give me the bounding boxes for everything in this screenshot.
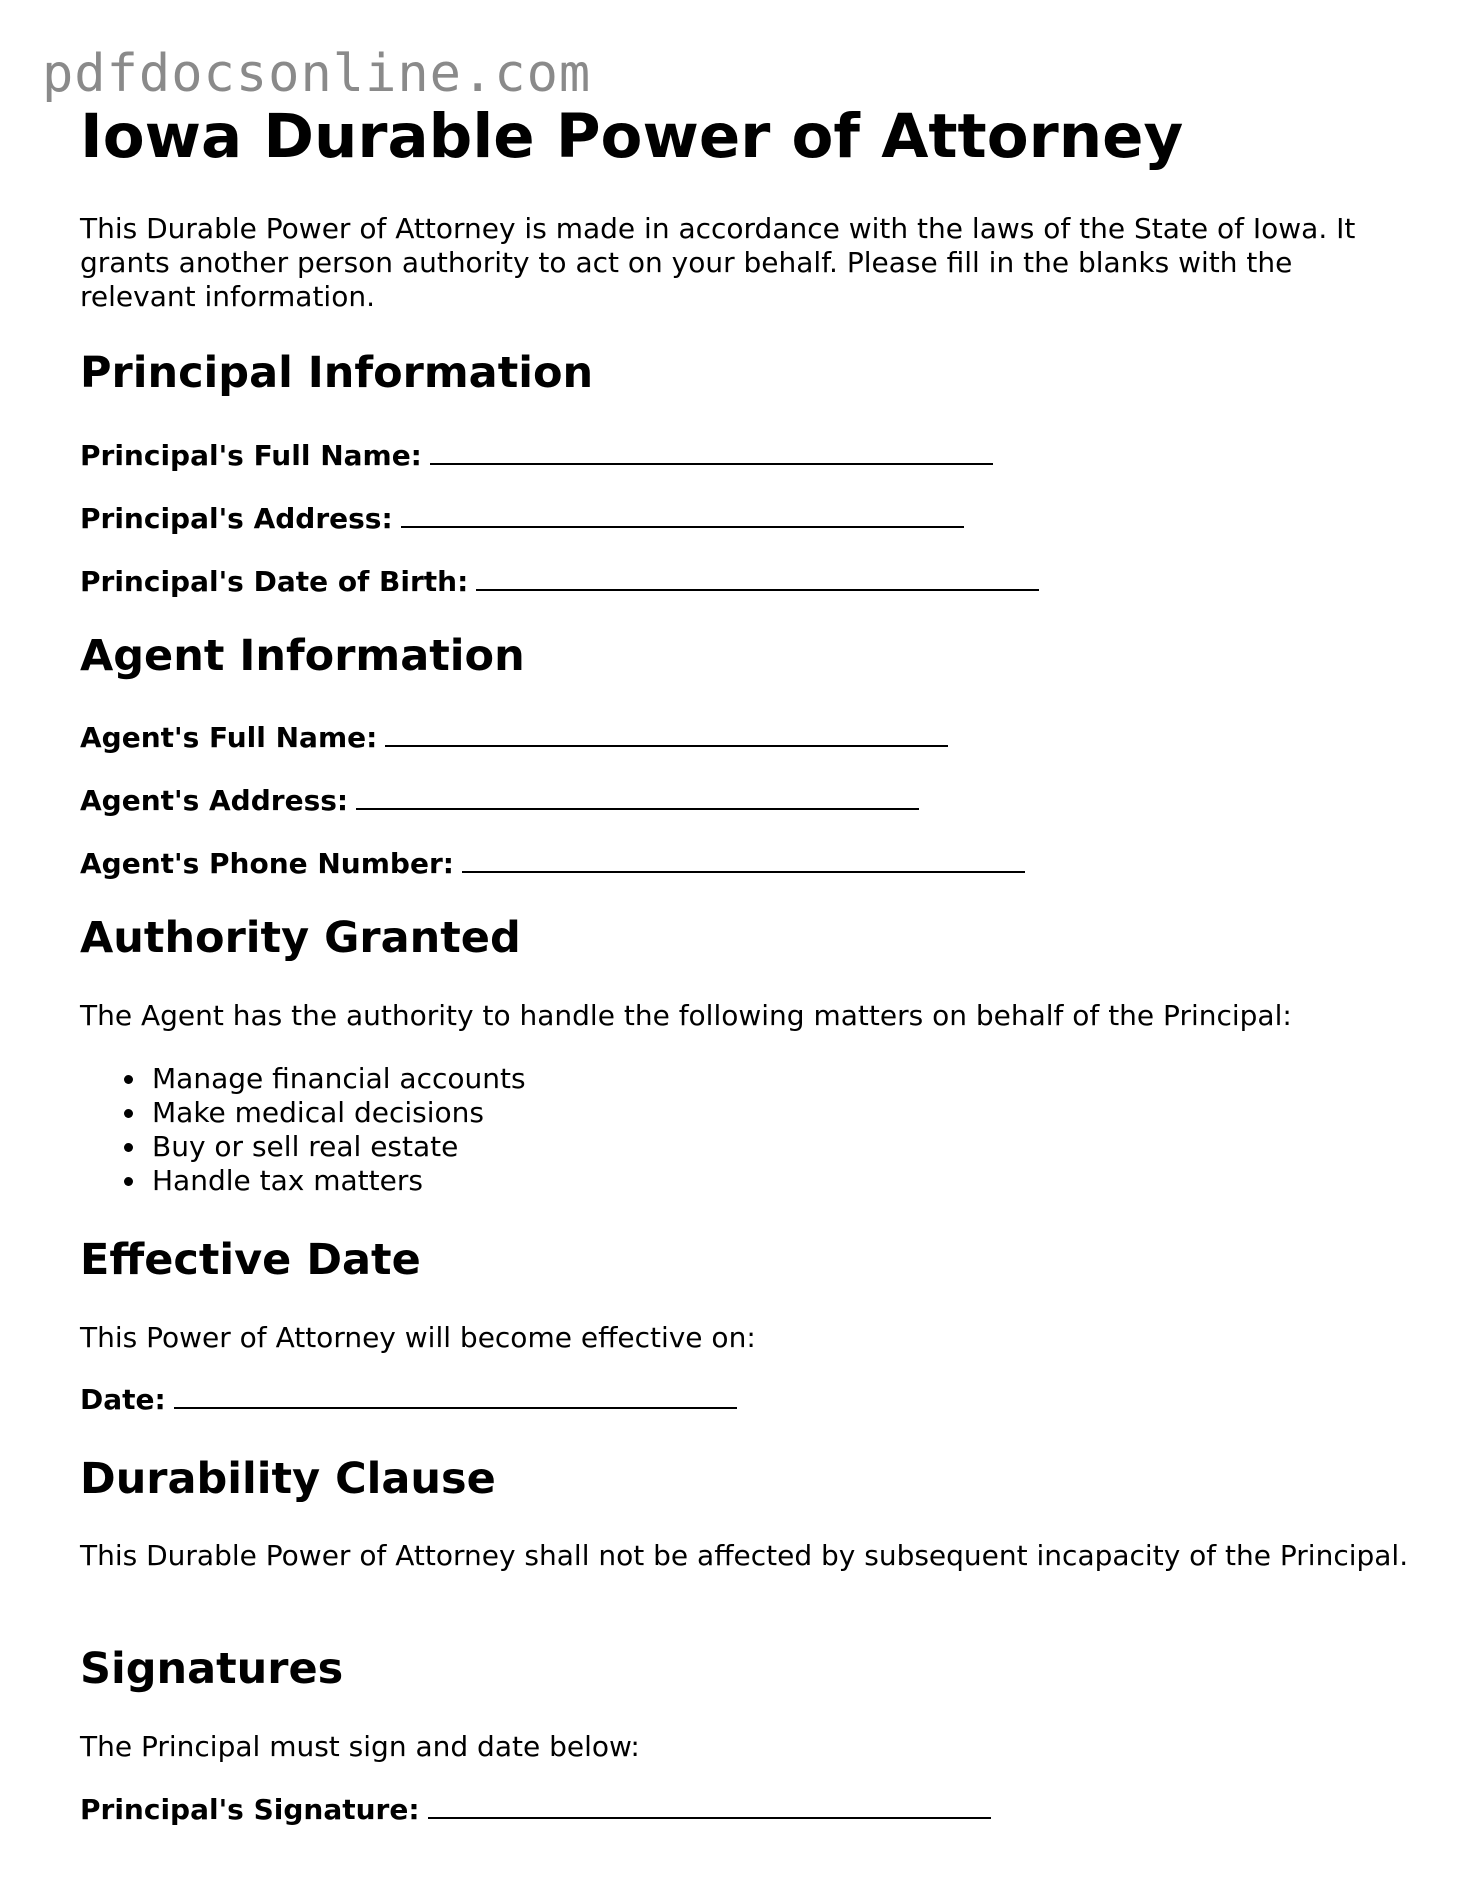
list-item [80, 1130, 526, 1164]
agent-address-blank[interactable] [356, 786, 919, 810]
bullet-icon [124, 1075, 133, 1084]
principal-address-field [80, 504, 964, 533]
effective-date-field [80, 1385, 737, 1414]
bullet-icon [124, 1177, 133, 1186]
principal-dob-label: Principal's Date of Birth: [80, 565, 469, 598]
bullet-icon [124, 1109, 133, 1118]
agent-full-name-label: Agent's Full Name: [80, 721, 378, 754]
list-item-text: Manage financial accounts [152, 1062, 526, 1095]
agent-phone-blank[interactable] [462, 849, 1025, 873]
list-item [80, 1096, 526, 1130]
principal-signature-blank[interactable] [428, 1795, 991, 1819]
document-title: Iowa Durable Power of Attorney [80, 101, 1184, 172]
durability-heading: Durability Clause [80, 1454, 496, 1504]
agent-address-label: Agent's Address: [80, 784, 349, 817]
effective-text: This Power of Attorney will become effective on: [80, 1321, 756, 1354]
principal-signature-label: Principal's Signature: [80, 1793, 420, 1826]
durability-text: This Durable Power of Attorney shall not be affected by subsequent incapacity of the Principal. [80, 1539, 1409, 1572]
principal-dob-field [80, 567, 1039, 596]
authority-list [80, 1062, 526, 1198]
bullet-icon [124, 1143, 133, 1152]
agent-heading: Agent Information [80, 631, 525, 681]
principal-address-blank[interactable] [401, 504, 964, 528]
agent-address-field [80, 786, 919, 815]
principal-full-name-blank[interactable] [430, 441, 993, 465]
signatures-heading: Signatures [80, 1644, 344, 1694]
list-item-text: Buy or sell real estate [152, 1130, 459, 1163]
principal-full-name-field [80, 441, 993, 470]
principal-full-name-label: Principal's Full Name: [80, 439, 422, 472]
intro-paragraph: This Durable Power of Attorney is made in accordance with the laws of the State of Iowa. It grants another person authority to act on your behalf. Please fill in the blanks with the relevant information. [80, 212, 1356, 313]
list-item [80, 1062, 526, 1096]
agent-phone-label: Agent's Phone Number: [80, 847, 454, 880]
list-item [80, 1164, 526, 1198]
agent-full-name-field [80, 723, 948, 752]
principal-signature-field [80, 1795, 991, 1824]
authority-text: The Agent has the authority to handle the following matters on behalf of the Principal: [80, 999, 1292, 1032]
list-item-text: Handle tax matters [152, 1164, 423, 1197]
principal-address-label: Principal's Address: [80, 502, 393, 535]
effective-heading: Effective Date [80, 1235, 421, 1285]
principal-dob-blank[interactable] [476, 567, 1039, 591]
signatures-text: The Principal must sign and date below: [80, 1730, 640, 1763]
effective-date-blank[interactable] [174, 1385, 737, 1409]
principal-heading: Principal Information [80, 348, 594, 398]
watermark: pdfdocsonline.com [42, 44, 592, 104]
agent-full-name-blank[interactable] [385, 723, 948, 747]
authority-heading: Authority Granted [80, 913, 521, 963]
list-item-text: Make medical decisions [152, 1096, 484, 1129]
agent-phone-field [80, 849, 1025, 878]
effective-date-label: Date: [80, 1383, 166, 1416]
